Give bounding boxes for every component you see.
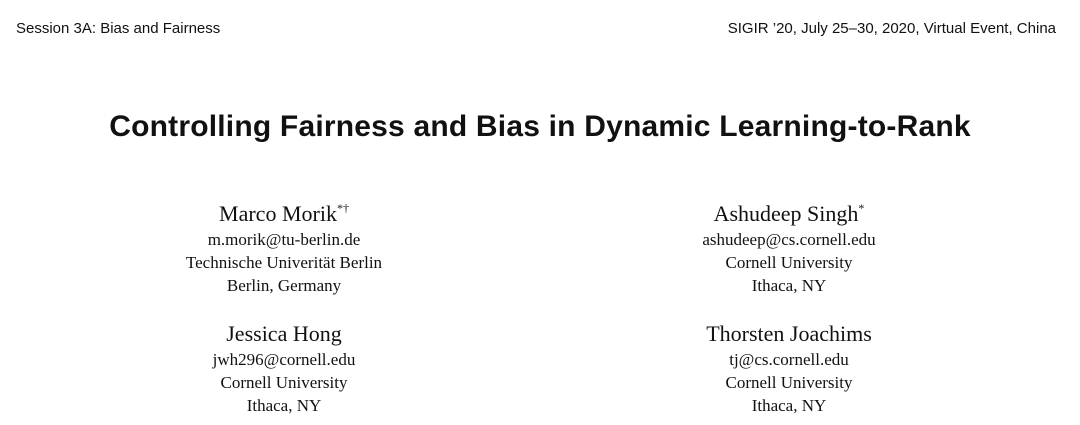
author-email: m.morik@tu-berlin.de (207, 230, 361, 249)
author-location: Berlin, Germany (226, 276, 342, 295)
author-name-line (84, 200, 484, 228)
author-affiliation: Cornell University (725, 253, 853, 272)
author-name-line (84, 320, 484, 348)
author-email: ashudeep@cs.cornell.edu (702, 230, 876, 249)
author-block (84, 200, 484, 297)
author-name: Jessica Hong (226, 321, 342, 346)
author-name-line (589, 200, 989, 228)
author-name: Marco Morik (219, 201, 337, 226)
author-location: Ithaca, NY (751, 276, 827, 295)
running-header-venue: SIGIR ’20, July 25–30, 2020, Virtual Event, China (727, 20, 1056, 37)
author-location: Ithaca, NY (246, 396, 322, 415)
paper-title: Controlling Fairness and Bias in Dynamic Learning-to-Rank (109, 110, 971, 143)
author-name: Ashudeep Singh (713, 201, 859, 226)
author-affiliation: Technische Univerität Berlin (185, 253, 383, 272)
author-block (589, 320, 989, 417)
author-email: jwh296@cornell.edu (212, 350, 356, 369)
author-email: tj@cs.cornell.edu (729, 350, 849, 369)
running-header-session: Session 3A: Bias and Fairness (16, 20, 221, 37)
author-location: Ithaca, NY (751, 396, 827, 415)
author-affiliation: Cornell University (220, 373, 348, 392)
author-name-line (589, 320, 989, 348)
author-name: Thorsten Joachims (706, 321, 872, 346)
author-footnote-marks: * (858, 201, 865, 215)
author-block (84, 320, 484, 417)
author-footnote-marks: *† (336, 201, 349, 215)
author-block (589, 200, 989, 297)
author-affiliation: Cornell University (725, 373, 853, 392)
